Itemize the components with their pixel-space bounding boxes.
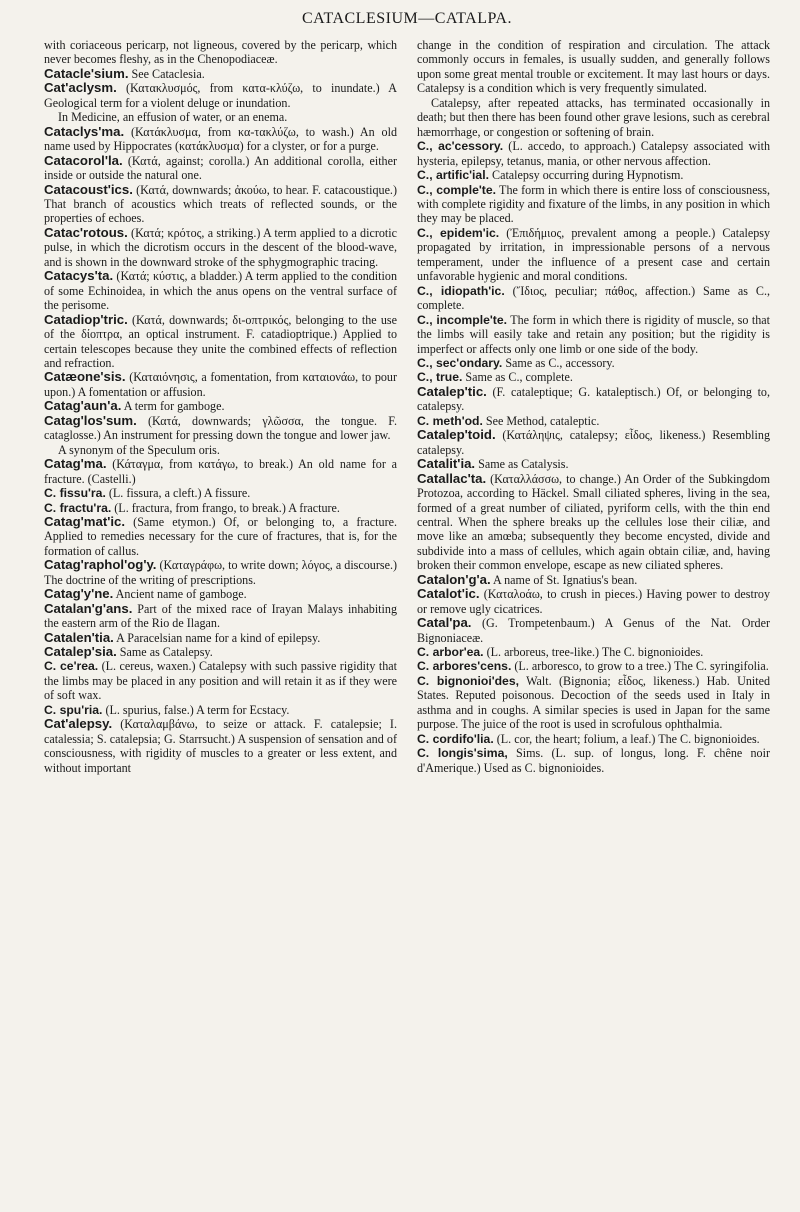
sub-headword: C. bignonioi'des, bbox=[417, 673, 519, 688]
headword: Catalon'g'a. bbox=[417, 571, 491, 587]
sub-entry bbox=[417, 645, 770, 659]
sub-headword: C. arbor'ea. bbox=[417, 645, 484, 660]
headword: Catadiop'tric. bbox=[44, 311, 128, 327]
dictionary-entry bbox=[417, 385, 770, 414]
dictionary-entry bbox=[44, 457, 397, 486]
headword: Catæone'sis. bbox=[44, 369, 126, 385]
sub-entry bbox=[417, 139, 770, 168]
headword: Catal'pa. bbox=[417, 615, 472, 631]
entry-text: In Medicine, an effusion of water, or an enema. bbox=[58, 110, 288, 125]
left-column bbox=[44, 38, 397, 775]
sub-entry bbox=[44, 659, 397, 702]
headword: Catalep'sia. bbox=[44, 644, 117, 660]
definition: (Κατά, against; corolla.) An additional corolla, either inside or outside the natural one. bbox=[44, 153, 397, 183]
sub-entry bbox=[417, 674, 770, 732]
headword: Catag'raphol'og'y. bbox=[44, 557, 157, 573]
dictionary-entry bbox=[44, 558, 397, 587]
dictionary-entry bbox=[44, 717, 397, 775]
headword: Catacoust'ics. bbox=[44, 181, 133, 197]
entry-text: change in the condition of respiration and circulation. The attack commonly occurs in females, is usually sudden, and generally follows upon some great mental trouble or excitement. It may last hours or days. Catalepsy is a condition which is very frequently simulated. bbox=[417, 38, 770, 96]
headword: Catalot'ic. bbox=[417, 586, 480, 602]
definition: (F. cataleptique; G. kataleptisch.) Of, or belonging to, catalepsy. bbox=[417, 384, 770, 414]
dictionary-entry bbox=[417, 457, 770, 471]
sub-headword: C. arbores'cens. bbox=[417, 659, 512, 674]
headword: Catallac'ta. bbox=[417, 470, 487, 486]
sub-entry bbox=[417, 226, 770, 284]
definition: (L. accedo, to approach.) Catalepsy associated with hysteria, epilepsy, tetanus, mania, or other nervous affection. bbox=[417, 139, 770, 168]
headword: Cat'alepsy. bbox=[44, 716, 113, 732]
dictionary-entry bbox=[44, 631, 397, 645]
sub-headword: C. ce'rea. bbox=[44, 659, 99, 674]
sub-headword: C., true. bbox=[417, 370, 463, 385]
sub-entry bbox=[44, 703, 397, 717]
sub-headword: C. cordifo'lia. bbox=[417, 731, 494, 746]
sub-headword: C. fractu'ra. bbox=[44, 500, 112, 515]
definition: (G. Trompetenbaum.) A Genus of the Nat. Order Bignoniaceæ. bbox=[417, 616, 770, 645]
definition: See Cataclesia. bbox=[128, 66, 205, 81]
sub-headword: C., ac'cessory. bbox=[417, 139, 504, 154]
entry-paragraph bbox=[44, 443, 397, 457]
dictionary-entry bbox=[417, 428, 770, 457]
sub-entry bbox=[44, 486, 397, 500]
definition: Sims. (L. sup. of longus, long. F. chêne noir d'Amerique.) Used as C. bignonioides. bbox=[417, 746, 770, 775]
sub-entry bbox=[417, 732, 770, 746]
sub-entry bbox=[417, 183, 770, 226]
dictionary-entry bbox=[417, 616, 770, 645]
sub-headword: C., epidem'ic. bbox=[417, 225, 500, 240]
headword: Catacorol'la. bbox=[44, 152, 123, 168]
definition: Ancient name of gamboge. bbox=[113, 587, 247, 602]
sub-headword: C. longis'sima, bbox=[417, 746, 508, 761]
dictionary-entry bbox=[44, 67, 397, 81]
headword: Cataclys'ma. bbox=[44, 123, 125, 139]
entry-paragraph bbox=[44, 110, 397, 124]
definition: (Κατά, downwards; δι-οπτρικός, belonging to the use of the δίοπτρα, an optical instrument. F. catadioptrique.) Applied to certain telescopes because they unite the combined effects of reflection and refraction. bbox=[44, 312, 397, 370]
dictionary-entry bbox=[44, 645, 397, 659]
sub-entry bbox=[417, 356, 770, 370]
sub-entry bbox=[417, 746, 770, 775]
headword: Catag'y'ne. bbox=[44, 586, 114, 602]
sub-entry bbox=[44, 501, 397, 515]
definition: A name of St. Ignatius's bean. bbox=[490, 572, 638, 587]
definition: Same as C., accessory. bbox=[502, 355, 615, 370]
definition: The form in which there is rigidity of muscle, so that the limbs will easily take and retain any position; but the rigidity is imperfect or affects only one limb or one side of the body. bbox=[417, 312, 770, 356]
sub-headword: C. meth'od. bbox=[417, 413, 483, 428]
headword: Catag'aun'a. bbox=[44, 398, 122, 414]
definition: (L. cereus, waxen.) Catalepsy with such passive rigidity that the limbs may be placed in any position and will retain it as if they were of soft wax. bbox=[44, 659, 397, 703]
definition: (Κατά, downwards; ἀκούω, to hear. F. catacoustique.) That branch of acoustics which treats of reflected sounds, or the properties of echoes. bbox=[44, 182, 397, 226]
definition: A Paracelsian name for a kind of epilepsy. bbox=[113, 630, 321, 645]
definition: (Καταγράφω, to write down; λόγος, a discourse.) The doctrine of the writing of prescriptions. bbox=[44, 558, 397, 587]
definition: A term for gamboge. bbox=[121, 399, 225, 414]
headword: Catalep'tic. bbox=[417, 383, 487, 399]
definition: Part of the mixed race of Irayan Malays inhabiting the eastern arm of the Rio de Ilagan. bbox=[44, 601, 397, 631]
dictionary-entry bbox=[44, 81, 397, 110]
entry-text: Catalepsy, after repeated attacks, has terminated occasionally in death; but then there has been found other grave lesions, such as cerebral hæmorrhage, or congestion or softening of brain. bbox=[417, 95, 770, 139]
definition: (Same etymon.) Of, or belonging to, a fracture. Applied to remedies necessary for the cure of fractures, that is, for the formation of callus. bbox=[44, 514, 397, 558]
definition: (Κατάληψις, catalepsy; εἶδος, likeness.) Resembling catalepsy. bbox=[417, 428, 770, 457]
definition: (Καταλλάσσω, to change.) An Order of the Subkingdom Protozoa, according to Häckel. Small ciliated spheres, living in the sea, formed of a great number of ciliated, pyriform cells, with the thin end central. When the sphere breaks up the cellules lose their ciliæ, and move like an amœba; subsequently they become encysted, divide and subdivide into a mass of cellules, which again obtain ciliæ, and, having broken their common envelope, escape as new ciliated spheres. bbox=[417, 471, 770, 573]
dictionary-entry bbox=[44, 313, 397, 371]
sub-entry bbox=[417, 414, 770, 428]
running-header: CATACLESIUM—CATALPA. bbox=[302, 10, 512, 27]
sub-headword: C., sec'ondary. bbox=[417, 355, 503, 370]
dictionary-entry bbox=[44, 602, 397, 631]
definition: (L. spurius, false.) A term for Ecstacy. bbox=[102, 702, 290, 717]
definition: (Ἴδιος, peculiar; πάθος, affection.) Same as C., complete. bbox=[417, 283, 770, 313]
headword: Catag'mat'ic. bbox=[44, 513, 126, 529]
continued-text bbox=[44, 38, 397, 67]
dictionary-entry bbox=[417, 587, 770, 616]
dictionary-entry bbox=[417, 472, 770, 573]
definition: (L. arboreus, tree-like.) The C. bignonioides. bbox=[483, 645, 704, 660]
sub-entry bbox=[417, 284, 770, 313]
entry-paragraph bbox=[417, 96, 770, 139]
definition: (Κάταγμα, from κατάγω, to break.) An old name for a fracture. (Castelli.) bbox=[44, 457, 397, 486]
dictionary-entry bbox=[44, 154, 397, 183]
headword: Catalit'ia. bbox=[417, 456, 476, 472]
dictionary-entry bbox=[44, 515, 397, 558]
headword: Catalep'toid. bbox=[417, 427, 496, 443]
definition: (Κατακλυσμός, from κατα-κλύζω, to inundate.) A Geological term for a violent deluge or inundation. bbox=[44, 81, 397, 110]
definition: (L. fractura, from frango, to break.) A fracture. bbox=[111, 500, 340, 515]
dictionary-entry bbox=[417, 573, 770, 587]
sub-headword: C., comple'te. bbox=[417, 182, 496, 197]
definition: (L. arboresco, to grow to a tree.) The C. syringifolia. bbox=[511, 659, 769, 674]
definition: Catalepsy occurring during Hypnotism. bbox=[488, 168, 684, 183]
definition: (Ἐπιδήμιος, prevalent among a people.) Catalepsy propagated by irritation, in impressionable persons of a nervous temperament, under the influence of a present case and certain unfavorable hygienic and moral conditions. bbox=[417, 225, 771, 284]
dictionary-entry bbox=[44, 399, 397, 413]
definition: Same as Catalysis. bbox=[475, 457, 569, 472]
columns bbox=[44, 38, 770, 775]
dictionary-entry bbox=[44, 125, 397, 154]
definition: (Κατάκλυσμα, from κα-τακλύζω, to wash.) An old name used by Hippocrates (κατάκλυσμα) for a clyster, or for a purge. bbox=[44, 124, 397, 154]
headword: Cat'aclysm. bbox=[44, 80, 117, 96]
sub-headword: C. spu'ria. bbox=[44, 702, 103, 717]
right-column bbox=[417, 38, 770, 775]
dictionary-entry bbox=[44, 226, 397, 269]
definition: (Κατά; κύστις, a bladder.) A term applied to the condition of some Echinoidea, in which the anus opens on the ventral surface of the perisome. bbox=[44, 269, 397, 313]
definition: (Κατά, downwards; γλῶσσα, the tongue. F. cataglosse.) An instrument for pressing down the tongue and lower jaw. bbox=[44, 413, 397, 443]
definition: Walt. (Bignonia; εἶδος, likeness.) Hab. United States. Reputed poisonous. Decoction of the seeds used in Italy in asthma and in coughs. A similar species is used in Japan for the same purpose. The juice of the root is used in scrofulous ophthalmia. bbox=[417, 673, 771, 732]
headword: Catalan'g'ans. bbox=[44, 600, 133, 616]
definition: Same as Catalepsy. bbox=[116, 645, 213, 660]
headword: Catac'rotous. bbox=[44, 224, 128, 240]
sub-entry bbox=[417, 659, 770, 673]
headword: Catalen'tia. bbox=[44, 629, 114, 645]
sub-headword: C. fissu'ra. bbox=[44, 486, 106, 501]
dictionary-entry bbox=[44, 183, 397, 226]
sub-headword: C., artific'ial. bbox=[417, 168, 489, 183]
definition: (L. cor, the heart; folium, a leaf.) The C. bignonioides. bbox=[493, 731, 760, 746]
dictionary-entry bbox=[44, 370, 397, 399]
definition: (Καταιόνησις, a fomentation, from καταιονάω, to pour upon.) A fomentation or affusion. bbox=[44, 370, 397, 399]
definition: Same as C., complete. bbox=[462, 370, 573, 385]
entry-text: A synonym of the Speculum oris. bbox=[58, 442, 220, 457]
sub-headword: C., incomple'te. bbox=[417, 312, 507, 327]
definition: (Καταλαμβάνω, to seize or attack. F. catalepsie; I. catalessia; S. catalepsia; G. Starrsucht.) A suspension of sensation and of consciousness, with rigidity of muscles to a greater or less extent, and without important bbox=[44, 717, 397, 775]
headword: Catacle'sium. bbox=[44, 65, 129, 81]
sub-entry bbox=[417, 313, 770, 356]
sub-entry bbox=[417, 168, 770, 182]
sub-entry bbox=[417, 370, 770, 384]
definition: (L. fissura, a cleft.) A fissure. bbox=[105, 486, 251, 501]
sub-headword: C., idiopath'ic. bbox=[417, 283, 505, 298]
entry-text: with coriaceous pericarp, not ligneous, covered by the pericarp, which never becomes fleshy, as in the Chenopodiaceæ. bbox=[44, 38, 397, 67]
definition: (Κατά; κρότος, a striking.) A term applied to a dicrotic pulse, in which the dicrotism occurs in the descent of the blood-wave, and is shown in the downward stroke of the sphygmographic tracing. bbox=[44, 225, 397, 269]
headword: Catag'los'sum. bbox=[44, 412, 137, 428]
continued-text bbox=[417, 38, 770, 96]
dictionary-entry bbox=[44, 414, 397, 443]
headword: Catag'ma. bbox=[44, 456, 107, 472]
definition: The form in which there is entire loss of consciousness, with complete rigidity and fixature of the limbs, in any position in which they may be placed. bbox=[417, 182, 770, 226]
dictionary-entry bbox=[44, 269, 397, 312]
definition: (Καταλοάω, to crush in pieces.) Having power to destroy or remove ugly cicatrices. bbox=[417, 587, 770, 616]
definition: See Method, cataleptic. bbox=[482, 413, 600, 428]
dictionary-entry bbox=[44, 587, 397, 601]
headword: Catacys'ta. bbox=[44, 268, 114, 284]
